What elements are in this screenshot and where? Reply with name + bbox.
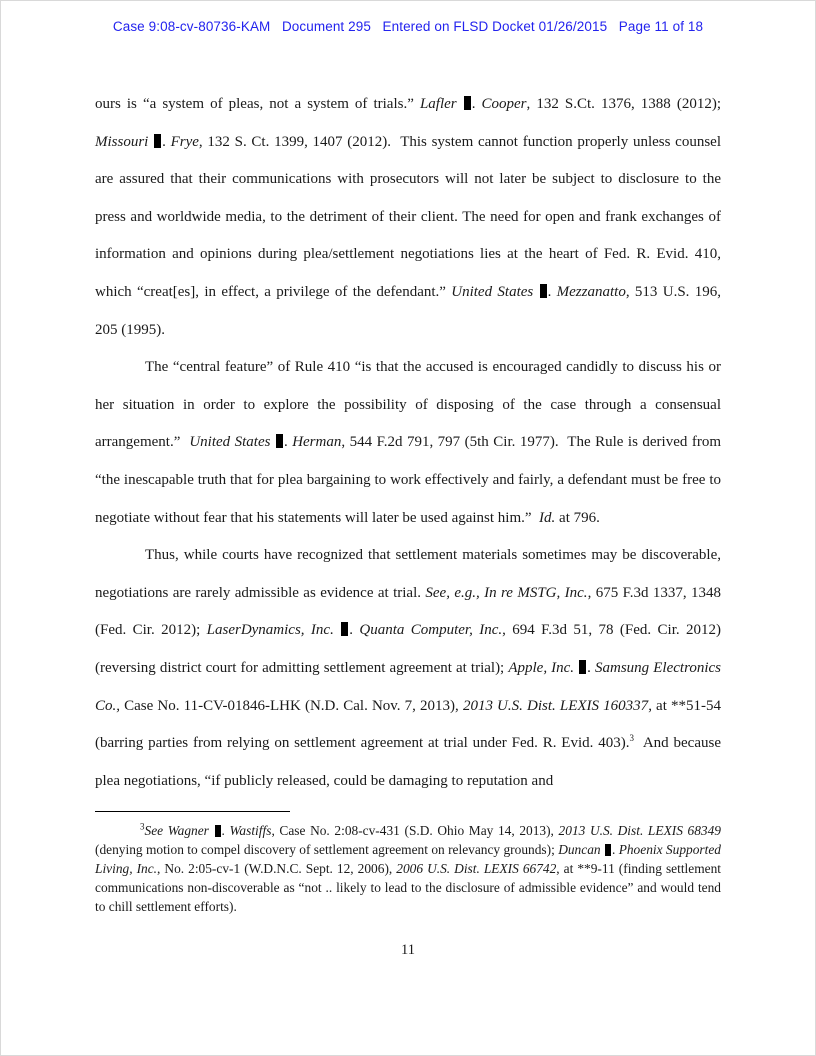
body-text: The “central feature” of Rule 410 “is that the accused is encouraged candidly to discuss his or her situation in order to explore the possibility of disposing of the case through a consensual arrangement.” [95, 359, 721, 451]
citation-text: Phoenix Supported Living, Inc. [95, 842, 721, 877]
document-body [95, 86, 721, 916]
body-text: . [221, 823, 230, 839]
body-text: . [471, 96, 482, 112]
body-text: , No. 2:05-cv-1 (W.D.N.C. Sept. 12, 2006), [157, 861, 397, 877]
citation-text: Frye [170, 133, 199, 150]
unrendered-glyph-box [464, 96, 471, 110]
footnote-reference: 3 [140, 821, 145, 832]
citation-text: Lafler [419, 96, 457, 112]
body-text [457, 96, 463, 112]
paragraph [95, 349, 721, 537]
body-text [334, 622, 340, 638]
unrendered-glyph-box [276, 434, 283, 448]
body-text: , 132 S.Ct. 1376, 1388 (2012); [526, 96, 721, 112]
body-text: at 796. [555, 509, 600, 526]
citation-text: Herman [292, 434, 342, 451]
body-text: , 513 U.S. 196, 205 (1995). [95, 283, 721, 338]
citation-text: Wastiffs [229, 823, 272, 839]
citation-text: LaserDynamics, Inc. [206, 622, 334, 639]
body-text [270, 434, 274, 450]
body-text: , at **51-54 (barring parties from relying on settlement agreement at trial under Fed. R. Evid. 403). [95, 697, 722, 752]
citation-text: Quanta Computer, Inc. [359, 622, 503, 639]
paragraph [95, 86, 721, 349]
body-text [574, 660, 578, 676]
citation-text: Samsung Electronics Co., [95, 659, 722, 714]
body-text: , 544 F.2d 791, 797 (5th Cir. 1977). The Rule is derived from “the inescapable truth that for plea bargaining to work effectively and fairly, a defendant must be free to negotiate without fear that his statements will later be used against him.” [95, 434, 721, 526]
citation-text: Apple, Inc. [508, 659, 575, 676]
unrendered-glyph-box [579, 660, 586, 674]
citation-text: United States [451, 283, 534, 300]
citation-text: See Wagner [144, 823, 209, 839]
body-text: , 132 S. Ct. 1399, 1407 (2012). This system cannot function properly unless counsel are assured that their communications with prosecutors will not later be subject to disclosure to the press and worldwide media, to the detriment of their client. The need for open and frank exchanges of information and opinions during plea/settlement negotiations lies at the heart of Fed. R. Evid. 410, which “creat[es], in effect, a privilege of the defendant.” [95, 133, 722, 300]
citation-text: Mezzanatto [556, 283, 626, 300]
citation-text: 2013 U.S. Dist. LEXIS 160337 [462, 697, 649, 714]
body-text: . [162, 133, 171, 150]
unrendered-glyph-box [154, 134, 161, 148]
citation-text: Missouri [95, 133, 149, 150]
body-text: . [547, 283, 557, 300]
citation-text: 2013 U.S. Dist. LEXIS 68349 [558, 823, 722, 839]
body-text: . [283, 434, 293, 451]
body-text: ours is “a system of pleas, not a system of trials.” [95, 96, 420, 112]
citation-text: Id. [539, 509, 556, 526]
body-text: , 675 F.3d 1337, 1348 (Fed. Cir. 2012); [95, 584, 721, 639]
body-text: . [349, 622, 360, 639]
footnote-reference: 3 [629, 733, 634, 744]
unrendered-glyph-box [605, 844, 611, 856]
body-text [533, 284, 538, 300]
body-text [148, 134, 153, 150]
citation-text: See, e.g., In re MSTG, Inc. [425, 584, 588, 601]
footnote-separator [95, 811, 290, 812]
citation-text: Duncan [558, 842, 601, 858]
body-text: Case No. 11-CV-01846-LHK (N.D. Cal. Nov. 7, 2013), [120, 697, 463, 714]
unrendered-glyph-box [215, 825, 221, 837]
page-number: 11 [401, 942, 415, 958]
footnote [95, 821, 721, 916]
unrendered-glyph-box [540, 284, 547, 298]
body-text [209, 823, 214, 838]
body-text: , Case No. 2:08-cv-431 (S.D. Ohio May 14, 2013), [271, 823, 559, 839]
citation-text: 2006 U.S. Dist. LEXIS 66742 [396, 861, 557, 877]
case-header-stamp: Case 9:08-cv-80736-KAM Document 295 Entered on FLSD Docket 01/26/2015 Page 11 of 18 [112, 19, 704, 34]
citation-text: Cooper [481, 96, 527, 112]
body-text: . [611, 842, 619, 858]
body-text: . [587, 659, 595, 676]
body-text: (denying motion to compel discovery of settlement agreement on relevancy grounds); [95, 842, 559, 858]
body-text [601, 842, 604, 857]
unrendered-glyph-box [341, 622, 348, 636]
body-text: And because plea negotiations, “if publicly released, could be damaging to reputation and [95, 735, 721, 789]
citation-text: United States [189, 434, 271, 451]
body-text: Thus, while courts have recognized that settlement materials sometimes may be discoverable, negotiations are rarely admissible as evidence at trial. [95, 547, 721, 601]
body-text: , at **9-11 (finding settlement communications non-discoverable as “not .. likely to lead to the disclosure of admissible evidence” and would tend to chill settlement efforts). [95, 861, 721, 915]
body-text: , 694 F.3d 51, 78 (Fed. Cir. 2012) (reversing district court for admitting settlement agreement at trial); [95, 622, 722, 676]
paragraph [95, 537, 721, 800]
